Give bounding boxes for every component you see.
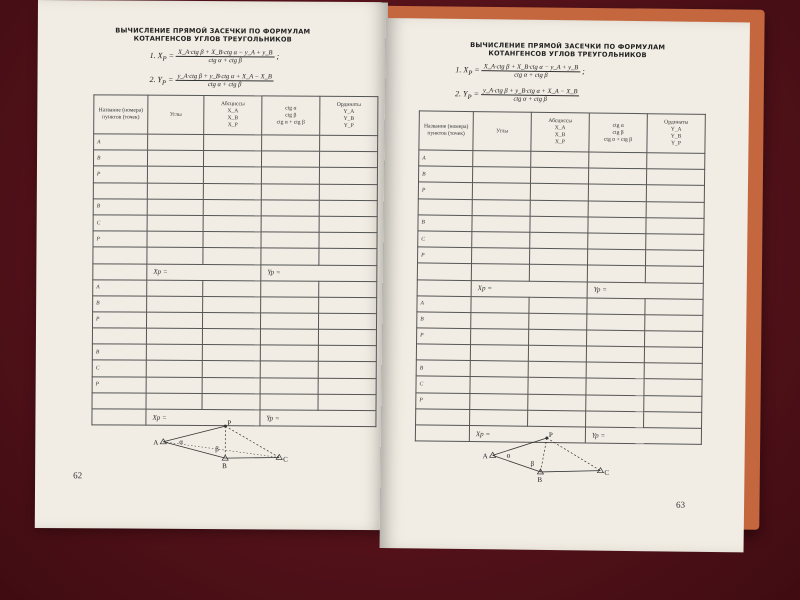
result-xp: Xp =: [471, 280, 587, 297]
r-formula1-prefix: 1. X: [455, 65, 469, 75]
table-cell: [473, 151, 531, 168]
table-cell: [203, 199, 261, 216]
table-cell: [319, 297, 377, 314]
table-cell: [472, 167, 530, 184]
table-cell: [261, 297, 319, 314]
left-fig-label-A: A: [153, 438, 159, 447]
row-point-label: [416, 409, 470, 426]
r-formula2-denominator: ctg α + ctg β: [513, 95, 547, 103]
table-cell: [203, 280, 261, 297]
abscissa-var: X_A: [554, 125, 566, 132]
table-cell: [147, 199, 203, 216]
left-fig-label-C: C: [283, 455, 288, 464]
result-empty: [93, 263, 147, 279]
table-cell: [586, 362, 644, 379]
header-angles-text: Углы: [169, 111, 182, 118]
formula1-prefix: 1. X: [149, 51, 163, 61]
result-yp: Yp =: [587, 281, 703, 298]
table-cell: [644, 395, 702, 412]
r-formula1-numerator: X_A·ctg β + X_B·ctg α − y_A + y_B: [482, 63, 581, 72]
header-ctg1: ctg α: [285, 105, 297, 112]
row-point-label: P: [416, 393, 470, 410]
table-cell: [472, 199, 530, 216]
right-fig-label-C: C: [604, 468, 610, 477]
table-cell: [319, 249, 377, 266]
table-row: [92, 312, 376, 330]
formula1-numerator: X_A·ctg β + X_B·ctg α − y_A + y_B: [176, 49, 274, 58]
table-cell: [587, 314, 645, 331]
table-row: [92, 376, 376, 394]
table-cell: [587, 297, 645, 314]
table-cell: [472, 248, 530, 265]
table-row: [92, 344, 376, 362]
table-row: [92, 360, 376, 378]
table-cell: [530, 200, 588, 217]
right-page: [380, 18, 750, 552]
table-cell: [318, 329, 376, 346]
table-cell: [470, 345, 528, 362]
table-cell: [147, 247, 203, 264]
r-formula2-sub: P: [467, 93, 472, 101]
formula1-denominator: ctg α + ctg β: [208, 57, 242, 65]
table-cell: [472, 232, 530, 249]
left-page-number: 62: [73, 470, 83, 481]
table-cell: [318, 313, 376, 330]
row-point-label: B: [93, 150, 147, 167]
table-cell: [470, 409, 528, 426]
row-point-label: C: [418, 231, 472, 248]
table-cell: [586, 395, 644, 412]
table-cell: [147, 183, 203, 200]
table-cell: [646, 185, 704, 202]
row-point-label: B: [93, 296, 147, 313]
result-xp: Xp =: [147, 264, 261, 281]
row-point-label: [93, 247, 147, 264]
row-point-label: [418, 198, 472, 215]
row-point-label: B: [418, 215, 472, 232]
table-cell: [586, 378, 644, 395]
right-page-number: 63: [676, 499, 686, 510]
header-angles-text: Углы: [496, 127, 509, 135]
table-cell: [586, 411, 644, 428]
table-cell: [203, 248, 261, 265]
table-cell: [588, 217, 646, 234]
header-ordinate-text: Ординаты: [336, 101, 361, 108]
table-cell: [146, 312, 202, 329]
row-point-label: [416, 344, 470, 361]
row-point-label: C: [92, 360, 146, 377]
abscissa-var: X_A: [227, 108, 239, 115]
table-cell: [260, 345, 318, 362]
header-ctg2: ctg β: [612, 129, 624, 136]
row-point-label: [93, 182, 147, 199]
table-cell: [531, 151, 589, 168]
row-point-label: A: [94, 134, 148, 151]
header-angles: [148, 95, 204, 134]
table-cell: [530, 184, 588, 201]
table-cell: [260, 329, 318, 346]
row-point-label: A: [419, 150, 473, 167]
header-name-text: Название (номера) пунктов (точек): [423, 123, 469, 137]
table-cell: [261, 248, 319, 265]
left-fig-label-P: P: [227, 419, 232, 428]
table-cell: [261, 167, 319, 184]
table-cell: [203, 232, 261, 249]
right-formula-1: 1. $X_P$ = $\frac{\text{X\_A·ctg β + X\_B·ctg α − y\_A + y\_B}}{\text{ctg α + ctg β}}$ ;: [455, 63, 585, 79]
table-cell: [147, 296, 203, 313]
right-fig-label-P: P: [548, 431, 553, 440]
row-point-label: P: [93, 231, 147, 248]
header-name-text: Название (номера) пунктов (точек): [98, 107, 144, 121]
header-ctg1: ctg α: [612, 122, 624, 129]
left-fig-label-B: B: [222, 462, 227, 471]
table-cell: [146, 393, 202, 410]
table-cell: [260, 377, 318, 394]
right-fig-label-A: A: [482, 452, 488, 461]
table-cell: [319, 216, 377, 233]
table-cell: [530, 232, 588, 249]
table-cell: [261, 200, 319, 217]
result-empty: [415, 425, 469, 442]
row-point-label: C: [416, 376, 470, 393]
result-yp: Yp =: [585, 427, 701, 444]
right-fig-alpha: α: [506, 451, 511, 460]
table-cell: [644, 363, 702, 380]
header-point-names: [419, 111, 473, 151]
abscissa-var: X_P: [227, 122, 238, 129]
table-cell: [146, 377, 202, 394]
table-cell: [470, 377, 528, 394]
table-cell: [530, 167, 588, 184]
result-yp: Yp =: [260, 410, 376, 427]
header-ctg3: ctg α + ctg β: [276, 118, 305, 126]
table-cell: [587, 330, 645, 347]
table-cell: [147, 167, 203, 184]
table-cell: [146, 328, 202, 345]
formula2-numerator: y_A·ctg β + y_B·ctg α + X_A − X_B: [175, 73, 273, 82]
row-point-label: B: [417, 312, 471, 329]
table-cell: [320, 135, 378, 152]
result-empty: [417, 279, 471, 296]
ordinate-var: Y_B: [343, 115, 355, 122]
table-row: [93, 150, 377, 168]
table-cell: [318, 394, 376, 411]
table-cell: [644, 347, 702, 364]
result-empty: [92, 409, 146, 425]
row-point-label: B: [416, 360, 470, 377]
row-point-label: C: [93, 215, 147, 232]
table-cell: [529, 313, 587, 330]
left-title-line1: ВЫЧИСЛЕНИЕ ПРЯМОЙ ЗАСЕЧКИ ПО ФОРМУЛАМ: [115, 26, 311, 36]
row-point-label: B: [418, 166, 472, 183]
header-abscissa-text: Абсциссы: [548, 117, 573, 125]
table-cell: [147, 215, 203, 232]
table-cell: [260, 361, 318, 378]
table-cell: [147, 280, 203, 297]
formula1-sub: P: [162, 55, 167, 63]
table-cell: [203, 167, 261, 184]
result-xp: Xp =: [146, 409, 260, 426]
left-fig-alpha: α: [179, 437, 183, 446]
row-point-label: [92, 328, 146, 345]
table-cell: [529, 329, 587, 346]
left-formula-1: 1. $X_P$ = $\frac{\text{X\_A·ctg β + X\_B·ctg α − y\_A + y\_B}}{\text{ctg α + ctg β}}$ ;: [149, 48, 280, 65]
table-cell: [586, 346, 644, 363]
row-point-label: P: [418, 247, 472, 264]
table-cell: [644, 379, 702, 396]
table-row: [93, 296, 377, 314]
right-title: [386, 40, 750, 60]
table-cell: [319, 281, 377, 298]
r-formula1-sub: P: [468, 69, 473, 77]
table-cell: [261, 183, 319, 200]
table-cell: [203, 151, 261, 168]
table-cell: [646, 234, 704, 251]
ordinate-var: Y_P: [670, 140, 681, 147]
abscissa-var: X_B: [227, 115, 239, 122]
table-row: [93, 279, 377, 297]
table-cell: [319, 184, 377, 201]
table-cell: [318, 362, 376, 379]
table-cell: [203, 183, 261, 200]
header-ordinate: [647, 114, 705, 154]
table-cell: [202, 329, 260, 346]
table-cell: [588, 184, 646, 201]
table-cell: [529, 297, 587, 314]
table-row: [93, 231, 377, 249]
table-cell: [202, 393, 260, 410]
table-row: [93, 166, 377, 184]
table-cell: [260, 394, 318, 411]
table-cell: [318, 378, 376, 395]
abscissa-var: X_P: [554, 139, 566, 146]
table-cell: [471, 264, 529, 281]
header-ctg: [589, 113, 647, 153]
header-ctg3: ctg α + ctg β: [603, 136, 633, 143]
right-calculation-table: [415, 110, 706, 444]
table-cell: [319, 200, 377, 217]
ordinate-var: Y_P: [343, 122, 354, 129]
table-cell: [472, 215, 530, 232]
right-title-line2: КОТАНГЕНСОВ УГЛОВ ТРЕУГОЛЬНИКОВ: [488, 49, 647, 60]
table-cell: [588, 168, 646, 185]
left-fig-beta: β: [215, 445, 219, 454]
table-cell: [318, 345, 376, 362]
table-cell: [528, 394, 586, 411]
table-cell: [647, 153, 705, 170]
table-cell: [645, 298, 703, 315]
table-cell: [529, 265, 587, 282]
table-cell: [645, 250, 703, 267]
table-cell: [203, 215, 261, 232]
formula2-sub: P: [161, 79, 167, 87]
row-point-label: P: [92, 376, 146, 393]
row-point-label: P: [418, 182, 472, 199]
table-cell: [528, 378, 586, 395]
table-cell: [471, 328, 529, 345]
table-cell: [530, 216, 588, 233]
row-point-label: B: [93, 199, 147, 216]
right-triangle-figure: [478, 431, 629, 483]
header-point-names: [94, 95, 148, 134]
table-cell: [646, 217, 704, 234]
left-title-line2: КОТАНГЕНСОВ УГЛОВ ТРЕУГОЛЬНИКОВ: [133, 34, 292, 44]
r-formula2-prefix: 2. Y: [455, 89, 468, 99]
table-cell: [203, 296, 261, 313]
left-formula-2: 2. $Y_P$ = $\frac{\text{y\_A·ctg β + y\_B·ctg α + X\_A − X\_B}}{\text{ctg α + ctg β}}$: [149, 72, 272, 89]
table-cell: [202, 312, 260, 329]
table-cell: [587, 265, 645, 282]
table-cell: [147, 231, 203, 248]
row-point-label: P: [92, 312, 146, 329]
r-formula2-numerator: y_A·ctg β + y_B·ctg α + X_A − X_B: [481, 87, 580, 96]
table-cell: [261, 151, 319, 168]
table-cell: [646, 169, 704, 186]
left-page: [35, 0, 388, 530]
right-fig-label-B: B: [537, 475, 543, 484]
table-cell: [319, 151, 377, 168]
table-cell: [470, 393, 528, 410]
table-cell: [148, 134, 204, 151]
table-cell: [472, 183, 530, 200]
right-fig-beta: β: [530, 459, 535, 468]
r-formula1-denominator: ctg α + ctg β: [514, 71, 548, 79]
table-row: [93, 215, 377, 233]
table-cell: [528, 362, 586, 379]
formula2-prefix: 2. Y: [149, 75, 162, 85]
table-cell: [262, 135, 320, 152]
row-point-label: P: [417, 328, 471, 345]
table-cell: [202, 377, 260, 394]
table-cell: [645, 314, 703, 331]
result-xp: Xp =: [469, 426, 585, 443]
table-cell: [260, 313, 318, 330]
table-cell: [261, 216, 319, 233]
table-cell: [471, 296, 529, 313]
table-cell: [204, 135, 262, 152]
table-row: [93, 182, 377, 200]
left-title: [38, 26, 388, 44]
table-cell: [147, 150, 203, 167]
right-title-line1: ВЫЧИСЛЕНИЕ ПРЯМОЙ ЗАСЕЧКИ ПО ФОРМУЛАМ: [470, 41, 666, 52]
left-calculation-table: [91, 94, 378, 427]
table-cell: [589, 152, 647, 169]
table-cell: [646, 201, 704, 218]
result-yp: Yp =: [261, 264, 377, 281]
table-cell: [146, 361, 202, 378]
row-point-label: [417, 263, 471, 280]
table-cell: [528, 410, 586, 427]
table-cell: [587, 249, 645, 266]
ordinate-var: Y_A: [343, 108, 355, 115]
table-cell: [319, 168, 377, 185]
table-cell: [645, 331, 703, 348]
table-row: [93, 247, 377, 265]
table-cell: [319, 232, 377, 249]
header-ordinate-text: Ординаты: [664, 119, 689, 126]
row-point-label: P: [93, 166, 147, 183]
header-abscissa: [204, 96, 262, 135]
table-cell: [588, 233, 646, 250]
table-cell: [645, 266, 703, 283]
header-ctg2: ctg β: [285, 112, 297, 119]
row-point-label: A: [93, 279, 147, 296]
header-ordinate: [320, 96, 378, 135]
row-point-label: B: [92, 344, 146, 361]
header-angles: [473, 112, 531, 152]
right-formula-2: 2. $Y_P$ = $\frac{\text{y\_A·ctg β + y\_B·ctg α + X\_A − X\_B}}{\text{ctg α + ctg β}}$: [455, 87, 578, 103]
row-point-label: A: [417, 295, 471, 312]
header-abscissa-text: Абсциссы: [220, 101, 245, 108]
abscissa-var: X_B: [554, 132, 566, 139]
table-cell: [470, 361, 528, 378]
table-row: [93, 199, 377, 217]
table-cell: [644, 411, 702, 428]
table-cell: [202, 361, 260, 378]
table-cell: [588, 201, 646, 218]
ordinate-var: Y_B: [670, 133, 682, 140]
table-cell: [261, 232, 319, 249]
table-row: [92, 393, 376, 411]
result-row: [93, 263, 377, 281]
table-row: [92, 328, 376, 346]
ordinate-var: Y_A: [670, 126, 682, 133]
formula2-denominator: ctg α + ctg β: [207, 81, 242, 89]
left-triangle-figure: [149, 419, 299, 470]
header-abscissa: [531, 112, 589, 152]
table-cell: [261, 280, 319, 297]
row-point-label: [92, 393, 146, 410]
table-cell: [146, 344, 202, 361]
header-ctg: [262, 96, 320, 135]
table-cell: [202, 345, 260, 362]
table-cell: [529, 248, 587, 265]
table-cell: [528, 345, 586, 362]
table-cell: [471, 312, 529, 329]
table-row: [94, 134, 378, 152]
